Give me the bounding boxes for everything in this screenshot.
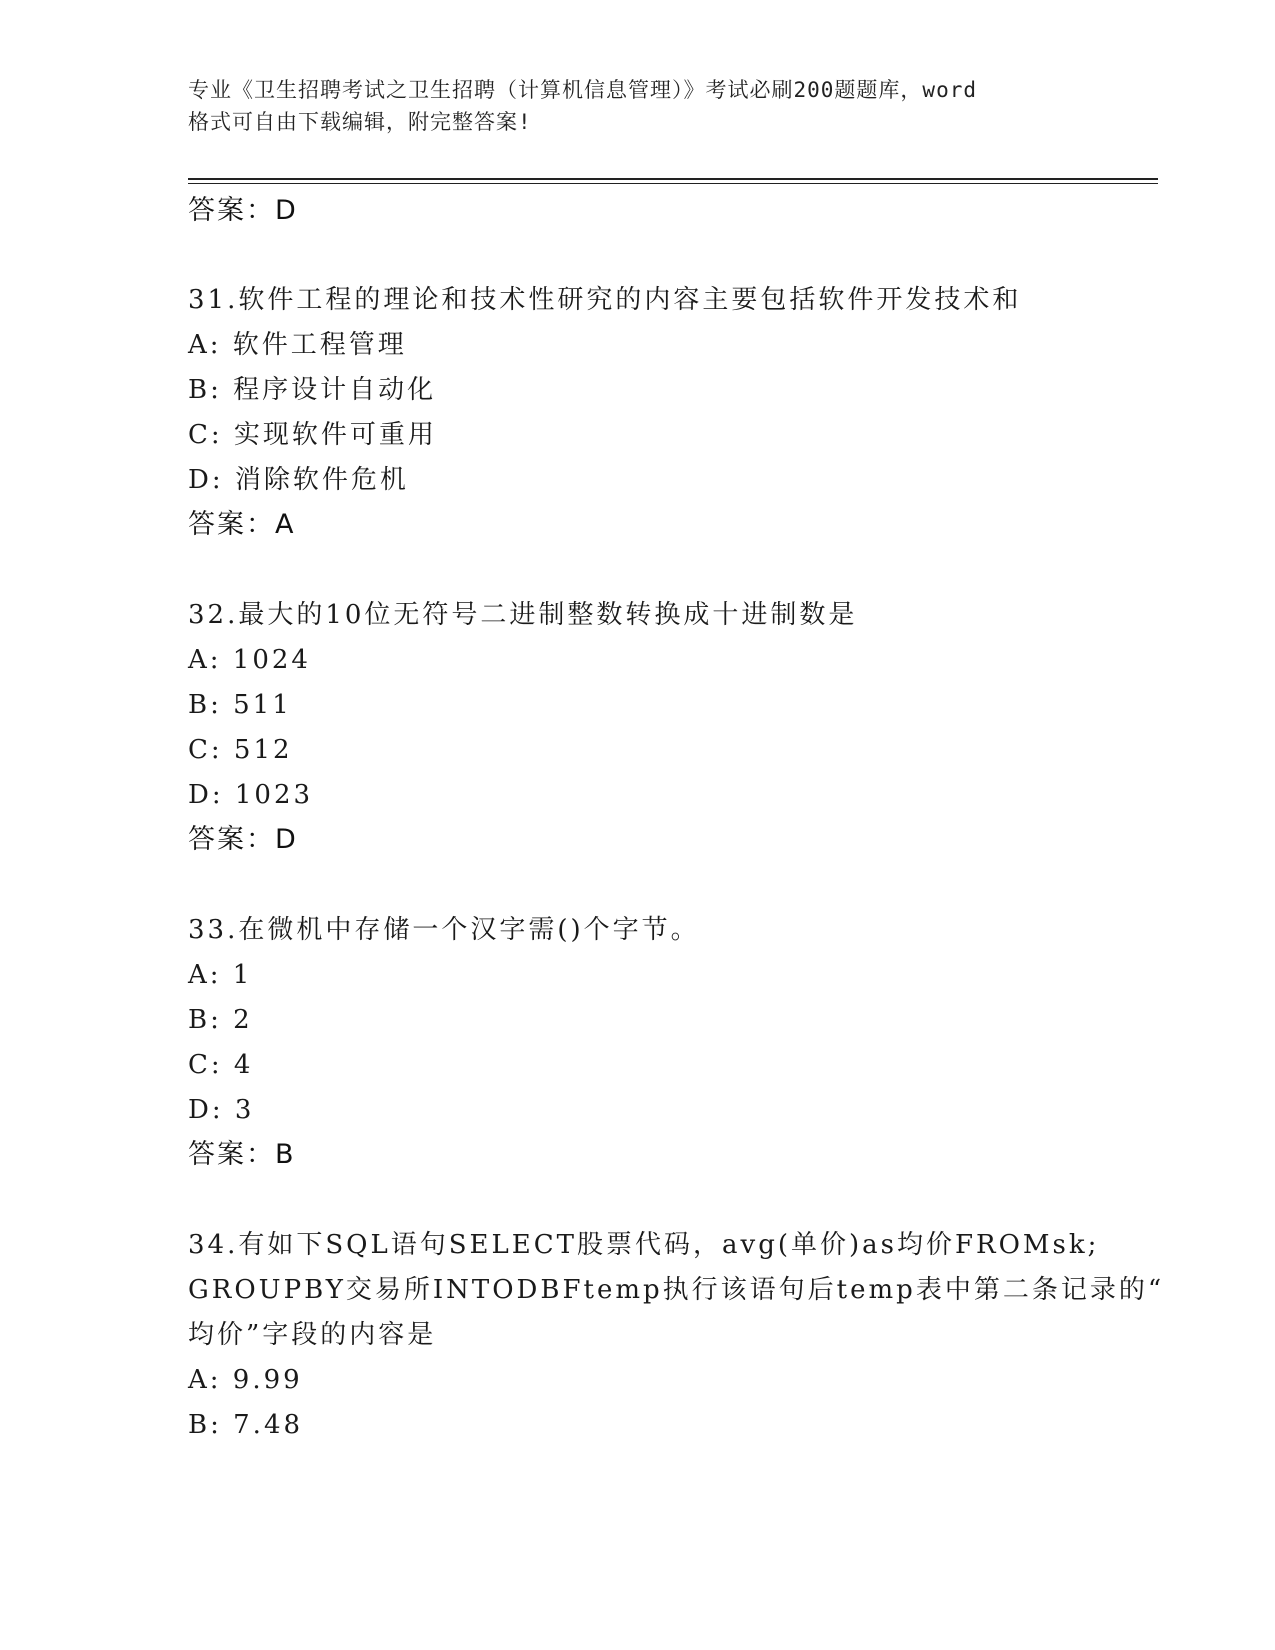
question-33-option-b: B: 2 <box>188 1005 253 1035</box>
question-33-stem: 33.在微机中存储一个汉字需()个字节。 <box>188 915 700 945</box>
previous-answer: 答案：D <box>188 195 298 226</box>
header-rule-thin <box>188 183 1158 184</box>
document-header <box>188 74 1088 138</box>
header-line-1: 专业《卫生招聘考试之卫生招聘（计算机信息管理）》考试必刷200题题库，word <box>188 78 977 102</box>
question-34-option-a: A: 9.99 <box>188 1365 303 1395</box>
question-34-option-b: B: 7.48 <box>188 1410 304 1440</box>
question-33-option-c: C: 4 <box>188 1050 254 1080</box>
question-32-option-d: D: 1023 <box>188 780 314 810</box>
question-33-option-d: D: 3 <box>188 1095 255 1125</box>
question-31-option-d: D: 消除软件危机 <box>188 465 409 495</box>
question-32-option-a: A: 1024 <box>188 645 311 675</box>
question-31-option-b: B: 程序设计自动化 <box>188 375 437 405</box>
question-32-stem: 32.最大的10位无符号二进制整数转换成十进制数是 <box>188 600 858 630</box>
question-33-option-a: A: 1 <box>188 960 253 990</box>
question-31-stem: 31.软件工程的理论和技术性研究的内容主要包括软件开发技术和 <box>188 285 1022 315</box>
question-34-stem-line-2: GROUPBY交易所INTODBFtemp执行该语句后temp表中第二条记录的“ <box>188 1275 1165 1305</box>
question-34-stem-line-3: 均价”字段的内容是 <box>188 1320 437 1350</box>
question-34-stem-line-1: 34.有如下SQL语句SELECT股票代码，avg(单价)as均价FROMsk; <box>188 1230 1100 1260</box>
question-32-option-b: B: 511 <box>188 690 292 720</box>
question-31-option-a: A: 软件工程管理 <box>188 330 407 360</box>
header-line-2: 格式可自由下载编辑，附完整答案! <box>188 110 532 134</box>
header-rule-thick <box>188 178 1158 180</box>
question-31-answer: 答案：A <box>188 509 296 540</box>
question-31-option-c: C: 实现软件可重用 <box>188 420 437 450</box>
question-33-answer: 答案：B <box>188 1139 296 1170</box>
question-32-answer: 答案：D <box>188 824 298 855</box>
question-32-option-c: C: 512 <box>188 735 293 765</box>
